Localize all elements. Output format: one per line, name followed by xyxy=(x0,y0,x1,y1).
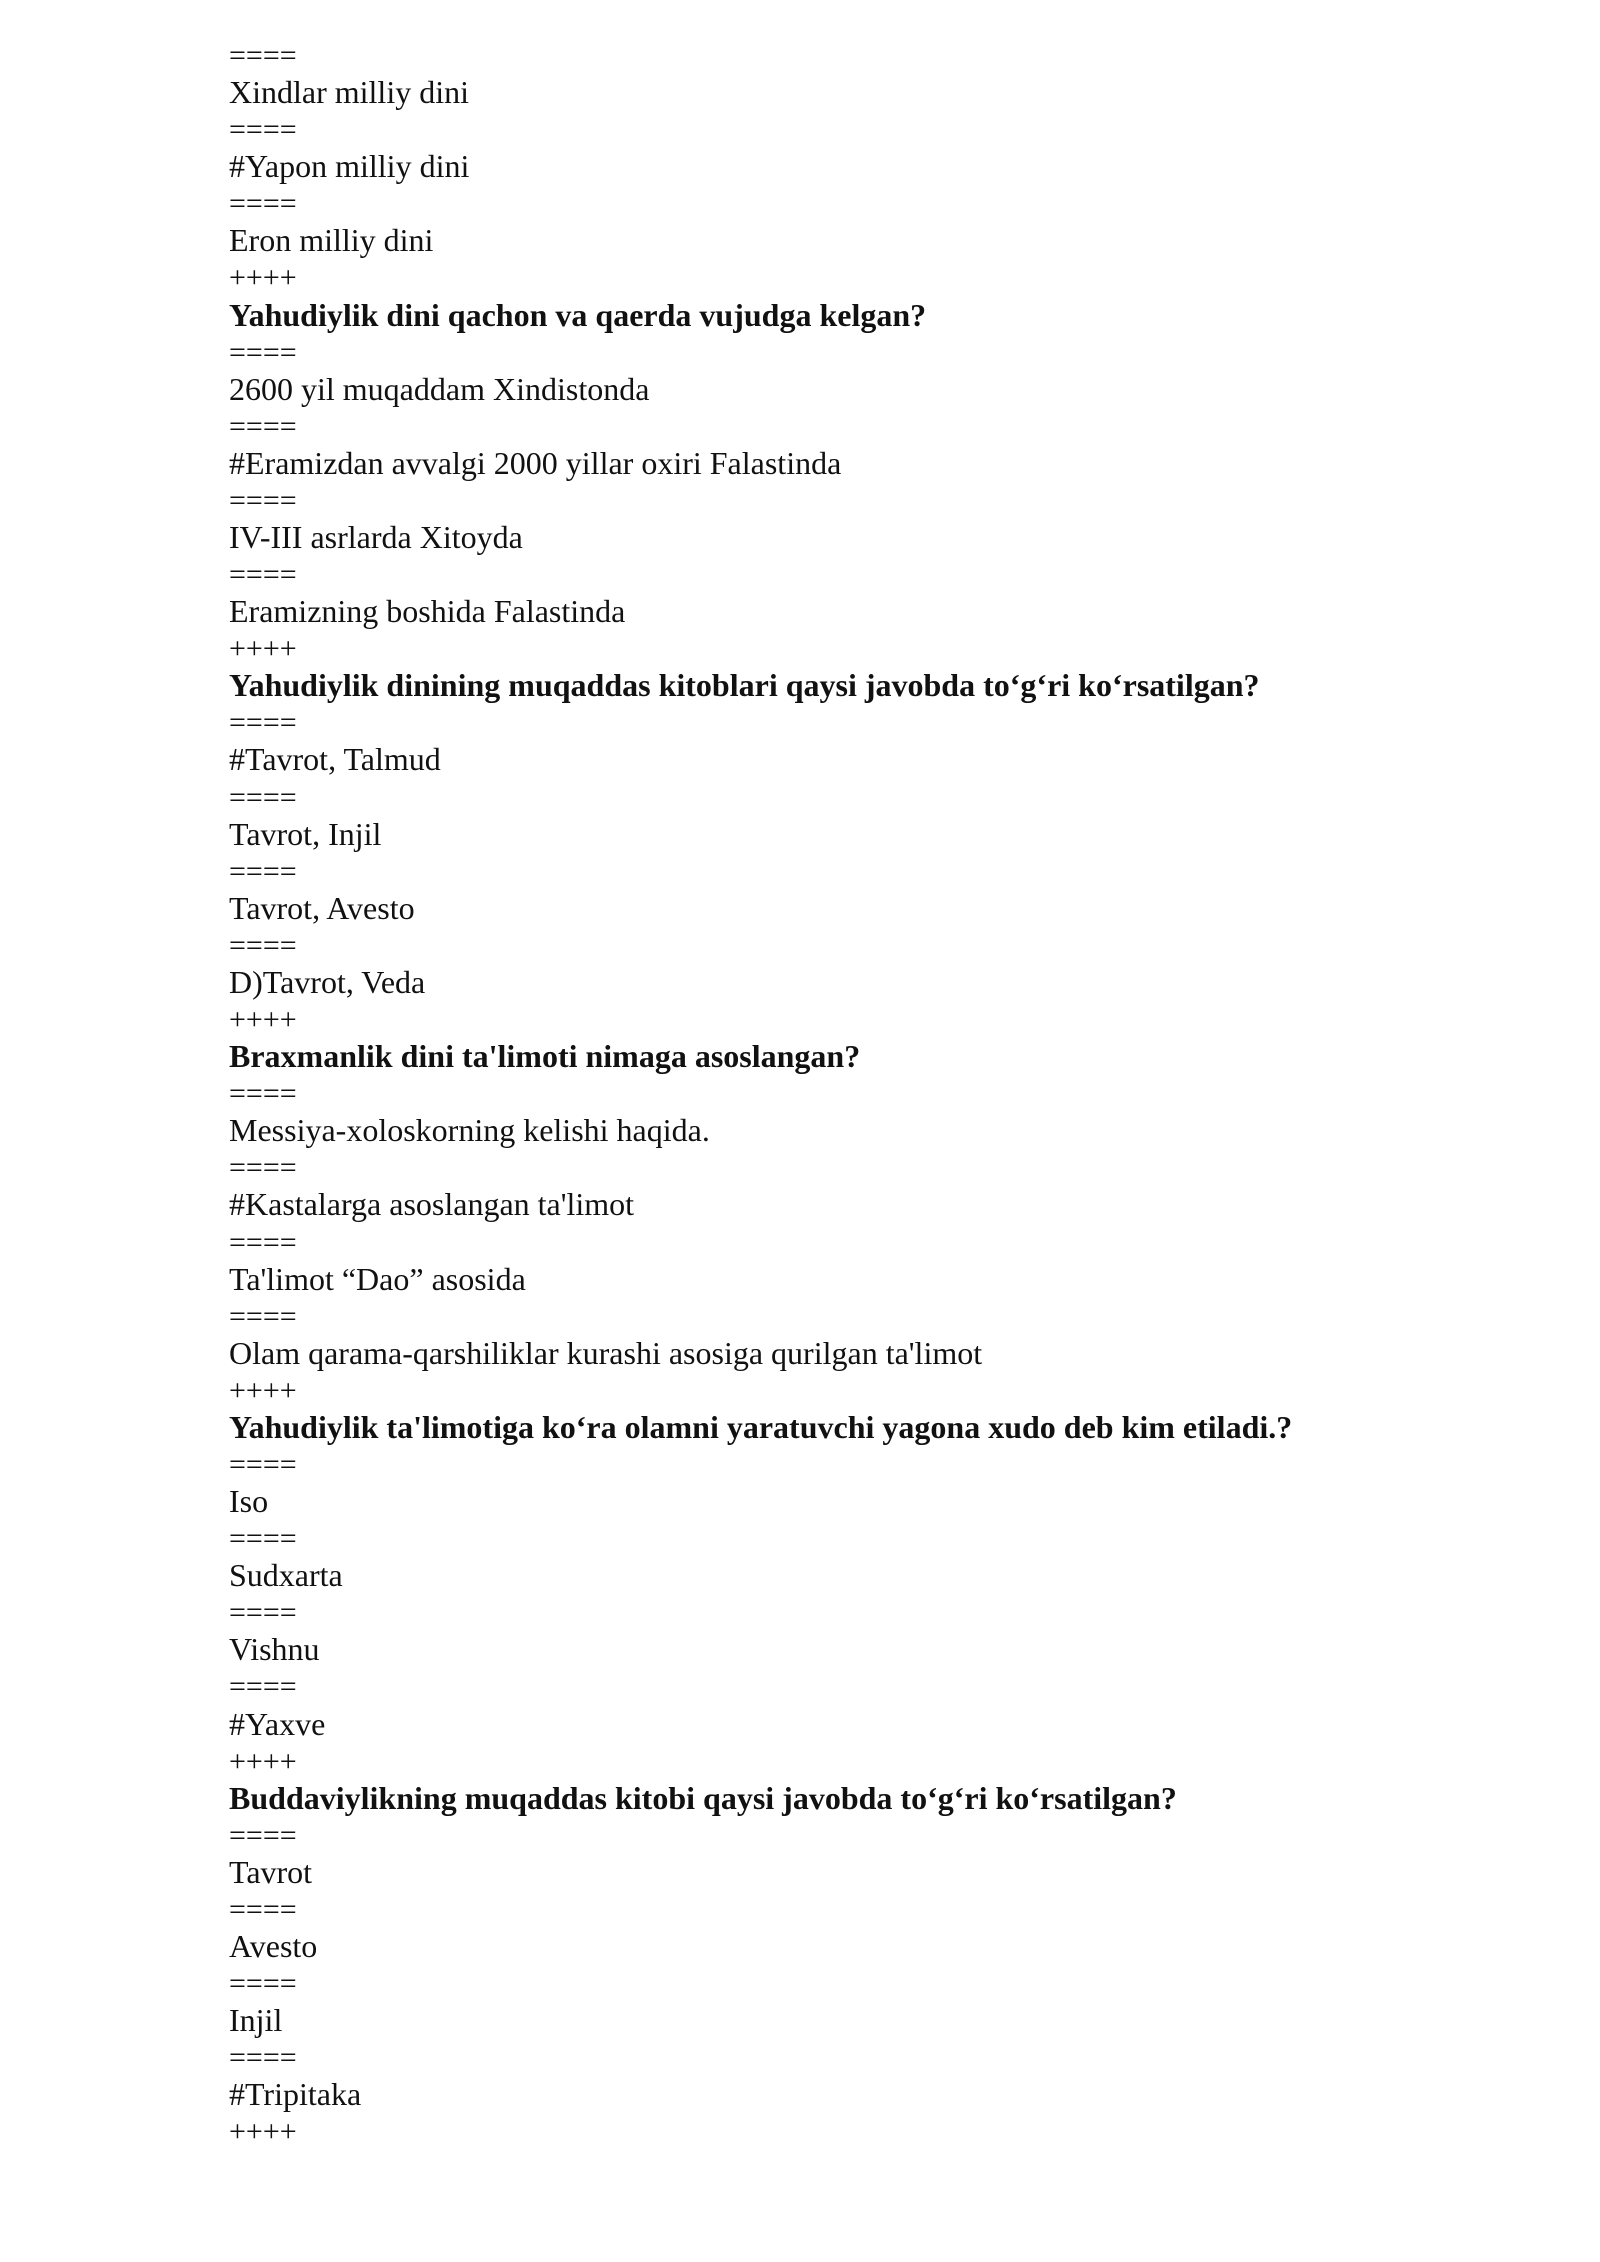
option-separator: ==== xyxy=(229,1151,297,1185)
option-separator: ==== xyxy=(229,2041,297,2075)
answer-option-line: Olam qarama-qarshiliklar kurashi asosiga qurilgan ta'limot xyxy=(229,1334,983,1371)
option-separator: ==== xyxy=(229,1818,297,1852)
question-separator: ++++ xyxy=(229,2115,297,2149)
question-separator: ++++ xyxy=(229,1744,297,1778)
document-page xyxy=(229,37,1529,2150)
question-separator: ++++ xyxy=(229,261,297,295)
answer-option-line: Vishnu xyxy=(229,1631,320,1668)
question-separator: ++++ xyxy=(229,632,297,666)
question-line: Braxmanlik dini ta'limoti nimaga asoslangan? xyxy=(229,1038,861,1075)
option-separator: ==== xyxy=(229,113,297,147)
question-separator: ++++ xyxy=(229,1373,297,1407)
question-line: Yahudiylik dini qachon va qaerda vujudga kelgan? xyxy=(229,296,927,333)
option-separator: ==== xyxy=(229,1299,297,1333)
answer-option-line: Tavrot, Injil xyxy=(229,815,382,852)
answer-option-line: Sudxarta xyxy=(229,1557,343,1594)
question-line: Yahudiylik ta'limotiga ko‘ra olamni yaratuvchi yagona xudo deb kim etiladi.? xyxy=(229,1408,1293,1445)
option-separator: ==== xyxy=(229,928,297,962)
answer-option-line: Messiya-xoloskorning kelishi haqida. xyxy=(229,1112,710,1149)
answer-option-line: Eron milliy dini xyxy=(229,222,434,259)
option-separator: ==== xyxy=(229,1077,297,1111)
answer-option-line: Ta'limot “Dao” asosida xyxy=(229,1260,526,1297)
answer-option-line: Avesto xyxy=(229,1927,318,1964)
answer-option-line: Tavrot xyxy=(229,1853,313,1890)
option-separator: ==== xyxy=(229,1892,297,1926)
question-line: Buddaviylikning muqaddas kitobi qaysi javobda to‘g‘ri ko‘rsatilgan? xyxy=(229,1779,1177,1816)
answer-option-line: Iso xyxy=(229,1483,269,1520)
question-line: Yahudiylik dinining muqaddas kitoblari qaysi javobda to‘g‘ri ko‘rsatilgan? xyxy=(229,667,1260,704)
answer-option-line: Tavrot, Avesto xyxy=(229,889,415,926)
option-separator: ==== xyxy=(229,1596,297,1630)
answer-option-line: #Tripitaka xyxy=(229,2076,362,2113)
option-separator: ==== xyxy=(229,1967,297,2001)
answer-option-line: Xindlar milliy dini xyxy=(229,74,469,111)
option-separator: ==== xyxy=(229,409,297,443)
answer-option-line: IV-III asrlarda Xitoyda xyxy=(229,519,523,556)
answer-option-line: Injil xyxy=(229,2002,283,2039)
option-separator: ==== xyxy=(229,1522,297,1556)
option-separator: ==== xyxy=(229,706,297,740)
answer-option-line: #Kastalarga asoslangan ta'limot xyxy=(229,1186,635,1223)
option-separator: ==== xyxy=(229,780,297,814)
option-separator: ==== xyxy=(229,483,297,517)
answer-option-line: #Yaxve xyxy=(229,1705,326,1742)
answer-option-line: #Eramizdan avvalgi 2000 yillar oxiri Falastinda xyxy=(229,444,842,481)
answer-option-line: #Yapon milliy dini xyxy=(229,148,470,185)
option-separator: ==== xyxy=(229,854,297,888)
option-separator: ==== xyxy=(229,1225,297,1259)
question-separator: ++++ xyxy=(229,1003,297,1037)
option-separator: ==== xyxy=(229,558,297,592)
option-separator: ==== xyxy=(229,187,297,221)
option-separator: ==== xyxy=(229,1670,297,1704)
answer-option-line: 2600 yil muqaddam Xindistonda xyxy=(229,370,650,407)
answer-option-line: Eramizning boshida Falastinda xyxy=(229,593,626,630)
option-separator: ==== xyxy=(229,1447,297,1481)
answer-option-line: D)Tavrot, Veda xyxy=(229,963,426,1000)
answer-option-line: #Tavrot, Talmud xyxy=(229,741,441,778)
option-separator: ==== xyxy=(229,335,297,369)
option-separator: ==== xyxy=(229,39,297,72)
